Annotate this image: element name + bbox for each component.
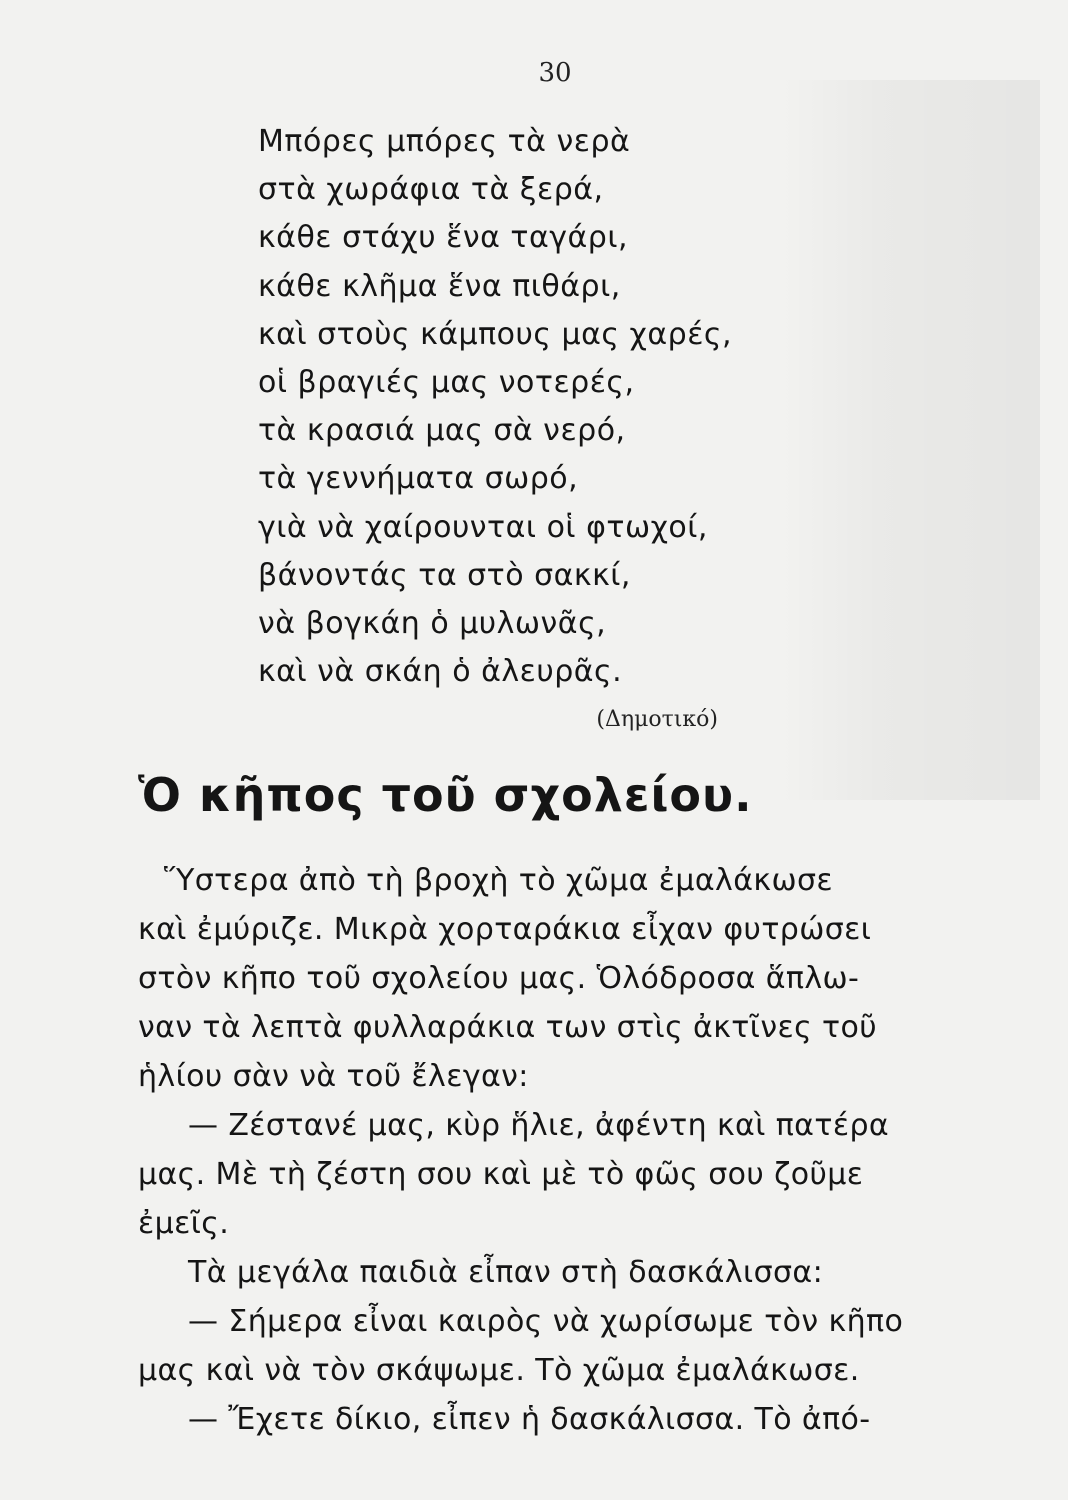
prose-line: μας καὶ νὰ τὸν σκάψωμε. Τὸ χῶμα ἐμαλάκωσε. <box>138 1353 860 1388</box>
prose-line: Τὰ μεγάλα παιδιὰ εἶπαν στὴ δασκάλισσα: <box>188 1255 824 1290</box>
poem-line: καὶ στοὺς κάμπους μας χαρές, <box>258 316 733 352</box>
prose-line: Ὕστερα ἀπὸ τὴ βροχὴ τὸ χῶμα ἐμαλάκωσε <box>164 863 834 898</box>
poem-line: γιὰ νὰ χαίρουνται οἱ φτωχοί, <box>258 509 708 545</box>
poem-line: κάθε στάχυ ἕνα ταγάρι, <box>258 220 629 256</box>
prose-line: ἐμεῖς. <box>138 1206 230 1241</box>
prose-line: ἡλίου σὰν νὰ τοῦ ἔλεγαν: <box>138 1059 529 1094</box>
prose-line: — Ζέστανέ μας, κὺρ ἥλιε, ἀφέντη καὶ πατέρα <box>188 1108 890 1143</box>
poem-line: κάθε κλῆμα ἕνα πιθάρι, <box>258 268 621 304</box>
section-heading: Ὁ κῆπος τοῦ σχολείου. <box>138 768 753 822</box>
show-through-shadow <box>780 80 1040 800</box>
prose-line: ναν τὰ λεπτὰ φυλλαράκια των στὶς ἀκτῖνες τοῦ <box>138 1010 878 1045</box>
poem-line: τὰ κρασιά μας σὰ νερό, <box>258 413 626 449</box>
poem <box>258 118 732 696</box>
prose-line: — Σήμερα εἶναι καιρὸς νὰ χωρίσωμε τὸν κῆπο <box>188 1304 904 1339</box>
prose-line: στὸν κῆπο τοῦ σχολείου μας. Ὁλόδροσα ἅπλω- <box>138 961 860 996</box>
page-number: 30 <box>538 58 572 88</box>
poem-line: καὶ νὰ σκάη ὁ ἀλευρᾶς. <box>258 654 623 690</box>
poem-source: (Δημοτικό) <box>596 707 718 732</box>
prose-line: καὶ ἐμύριζε. Μικρὰ χορταράκια εἶχαν φυτρώσει <box>138 912 872 947</box>
poem-line: βάνοντάς τα στὸ σακκί, <box>258 557 631 593</box>
poem-line: νὰ βογκάη ὁ μυλωνᾶς, <box>258 605 607 641</box>
poem-line: οἱ βραγιές μας νοτερές, <box>258 364 635 400</box>
poem-line: τὰ γεννήματα σωρό, <box>258 461 579 497</box>
prose-text <box>138 856 944 1444</box>
prose-line: μας. Μὲ τὴ ζέστη σου καὶ μὲ τὸ φῶς σου ζοῦμε <box>138 1157 864 1192</box>
prose-line: — Ἔχετε δίκιο, εἶπεν ἡ δασκάλισσα. Τὸ ἀπό- <box>188 1402 871 1437</box>
poem-line: στὰ χωράφια τὰ ξερά, <box>258 172 604 208</box>
poem-line: Μπόρες μπόρες τὰ νερὰ <box>258 124 631 159</box>
